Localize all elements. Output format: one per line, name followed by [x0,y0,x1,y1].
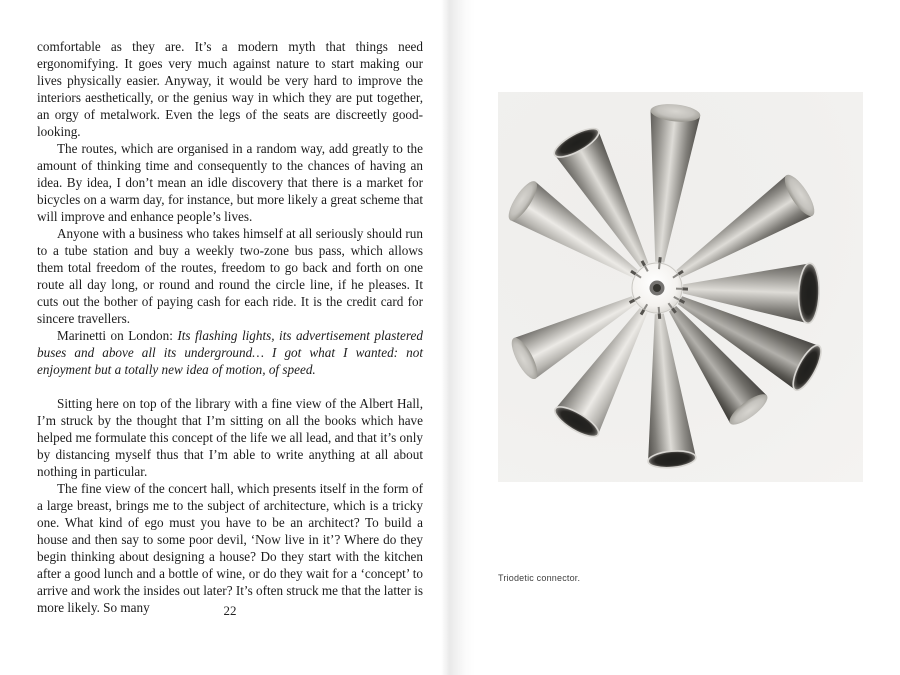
paragraph [37,225,423,327]
hub-layer [632,263,682,313]
body-text [37,38,423,616]
paragraph-text: Marinetti on London: [57,328,178,343]
paragraph-text: Anyone with a business who takes himself at all seriously should run to a tube station and buy a weekly two-zone bus pass, which allows them total freedom of the routes, freedom to go back and forth on one route all day long, or round and round the circle line, if he pleases. It cuts out the bother of paying cash for each ride. It is the credit card for sincere travellers. [37,226,423,326]
paragraph-text: The routes, which are organised in a random way, add greatly to the amount of thinking time and consequently to the chances of having an idea. By idea, I don’t mean an idle discovery that there is a market for bicycles on a warm day, for instance, but more likely a great scheme that will improve and enhance people’s lives. [37,141,423,224]
paragraph-text: Sitting here on top of the library with a fine view of the Albert Hall, I’m struck by the thought that I’m sitting on all the books which have helped me formulate this concept of the life we all lead, and that it’s only by distancing myself thus that I’m able to write anything at all about nothing in particular. [37,396,423,479]
paragraph [37,327,423,378]
hub-center-hole [653,284,661,292]
page-gutter-shadow [441,0,475,675]
photo-caption: Triodetic connector. [498,573,581,583]
triodetic-connector-photo [498,92,863,482]
paragraph-text: The fine view of the concert hall, which presents itself in the form of a large breast, brings me to the subject of architecture, which is a tricky one. What kind of ego must you have to be an architect? To build a house and then say to some poor devil, ‘Now live in it’? Where do they begin thinking about designing a house? Do they start with the kitchen after a good lunch and a bottle of wine, or do they wait for a ‘concept’ to arrive and work the insides out later? It’s often struck me that the latter is more likely. So many [37,481,423,615]
triodetic-connector-illustration [498,92,863,482]
paragraph [37,140,423,225]
tube-body [635,110,700,264]
paragraph [37,480,423,616]
paragraph [37,395,423,480]
tube [635,102,702,268]
paragraph [37,38,423,140]
hub-rim-notch [676,288,682,290]
paragraph-text: comfortable as they are. It’s a modern myth that things need ergonomifying. It goes very much against nature to start making our lives physically easier. Anyway, it would be very hard to improve the interiors aesthetically, or the genius way in which they are put together, an orgy of metalwork. Even the legs of the seats are discreetly good-looking. [37,39,423,139]
connector-hub [632,263,682,313]
page-number: 22 [223,603,237,618]
italic-quote-text: Its flashing lights, its advertisement plastered buses and above all its underground… I got what I wanted: not enjoyment but a totally new idea of motion, of speed. [37,328,423,377]
